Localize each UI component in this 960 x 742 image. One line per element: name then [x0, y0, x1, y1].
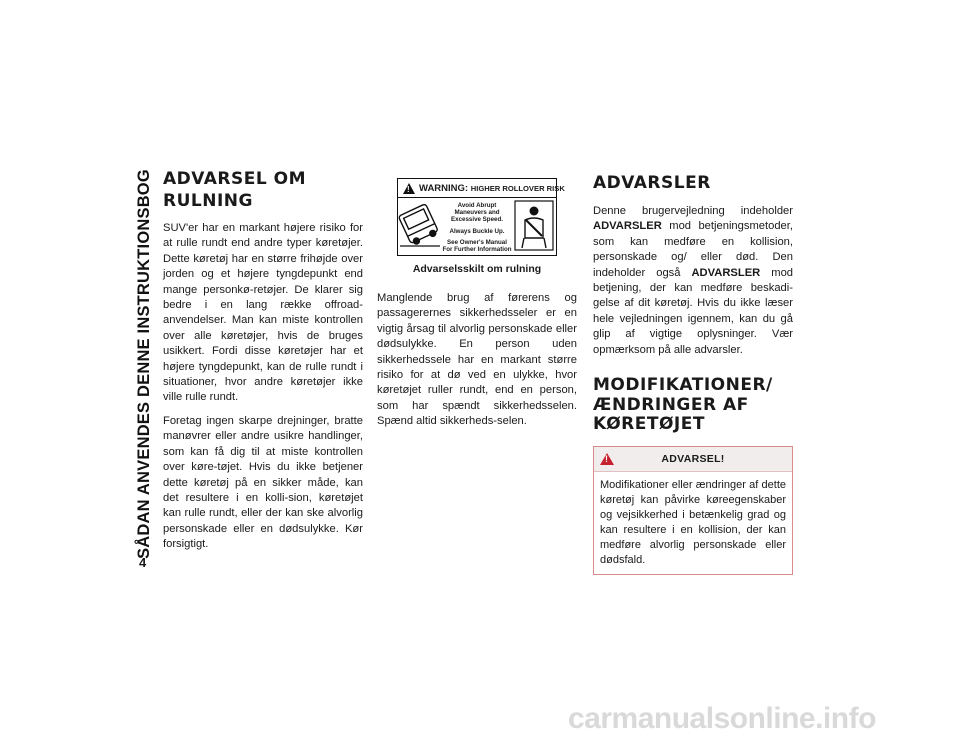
section-heading-modifications: [593, 376, 793, 435]
figure-line: Always Buckle Up.: [449, 227, 505, 235]
section-heading-rollover: ADVARSEL OM RULNING: [163, 169, 306, 211]
warning-box-title: ADVARSEL!: [661, 452, 725, 465]
term-advarsler: ADVARSLER: [691, 266, 761, 279]
figure-warning-word: WARNING:: [419, 182, 469, 194]
section-heading-warnings: ADVARSLER: [593, 173, 711, 193]
seatbelt-icon: [512, 198, 556, 253]
watermark: carmanualsonline.info: [568, 702, 876, 735]
column-figure: [377, 178, 577, 430]
figure-warning-title: HIGHER ROLLOVER RISK: [470, 183, 565, 193]
sidebar-chapter-title: [128, 168, 160, 560]
heading-line: KØRETØJET: [593, 414, 705, 435]
figure-caption: Advarselsskilt om rulning: [412, 263, 542, 275]
figure-line: See Owner's Manual For Further Information: [442, 238, 512, 254]
alert-triangle-icon: [600, 453, 614, 465]
page-number: 4: [139, 555, 147, 570]
paragraph: Foretag ingen skarpe drejninger, bratte manøvrer eller andre usikre handlinger, som kan få dig til at miste kontrollen over køre-tøjet. Hvis du ikke betjener dette køretøj på en sikker måde, kan det resultere i en kolli-sion, køretøjet kan rulle rundt, eller der kan ske alvorlig personskade eller en dødsulykke. Kør forsigtigt.: [163, 414, 363, 551]
figure-header: [398, 179, 565, 198]
warning-box: [593, 446, 793, 575]
figure-line: Avoid Abrupt Maneuvers and Excessive Speed.: [451, 202, 503, 224]
text-run: mod betjeningsmetoder, som kan medføre en kollision, personskade og/ eller død. Den indeholder også: [593, 220, 793, 279]
chapter-title-text: SÅDAN ANVENDES DENNE INSTRUKTIONSBOG: [135, 169, 153, 559]
heading-line: MODIFIKATIONER/: [593, 375, 773, 396]
column-rollover: [163, 168, 363, 553]
paragraph: [593, 204, 793, 358]
column-warnings: [593, 168, 793, 575]
term-advarsler: ADVARSLER: [593, 220, 662, 233]
text-run: mod betjening, der kan medføre beskadi-gelse af dit køretøj. Hvis du ikke læser hele vejledningen igennem, kan du gå glip af vigtige oplysninger. Vær opmærksom på alle advarsler.: [593, 266, 794, 356]
text-run: Denne brugervejledning indeholder: [593, 205, 793, 217]
paragraph: Manglende brug af førerens og passagerernes sikkerhedsseler er en vigtig årsag til alvorlig personskade eller dødsulykke. En person uden sikkerhedssele har en markant større risiko for at dø ved en ulykke, hvor køretøjet ruller rundt, end en person, som har spændt sikkerhedsselen. Spænd altid sikkerheds-selen.: [377, 292, 577, 428]
heading-line: ÆNDRINGER AF: [593, 394, 749, 415]
warning-box-header: [594, 447, 792, 472]
warning-box-body: Modifikationer eller ændringer af dette køretøj kan påvirke køreegenskaber og vejsikkerhed i betænkelig grad og kan resultere i en kollision, der kan medføre alvorlig personskade eller dødsfald.: [600, 478, 786, 566]
rollover-warning-label-figure: [397, 178, 565, 256]
rollover-vehicle-icon: [398, 198, 442, 253]
paragraph: SUV'er har en markant højere risiko for at rulle rundt end andre typer køretøjer. Dette køretøj har en større frihøjde over jorden og et højere tyngdepunkt end mange personkø-retøjer. De klarer sig bedre i en lang række offroad-anvendelser. Man kan miste kontrollen over alle køretøjer, hvis de bruges usikkert. Fordi disse køretøjer har et højere tyngdepunkt, kan de rulle rundt i situationer, hvor andre køretøjer ikke ville rulle rundt.: [163, 222, 363, 404]
figure-instructions: [442, 198, 512, 253]
warning-triangle-icon: [403, 183, 415, 194]
